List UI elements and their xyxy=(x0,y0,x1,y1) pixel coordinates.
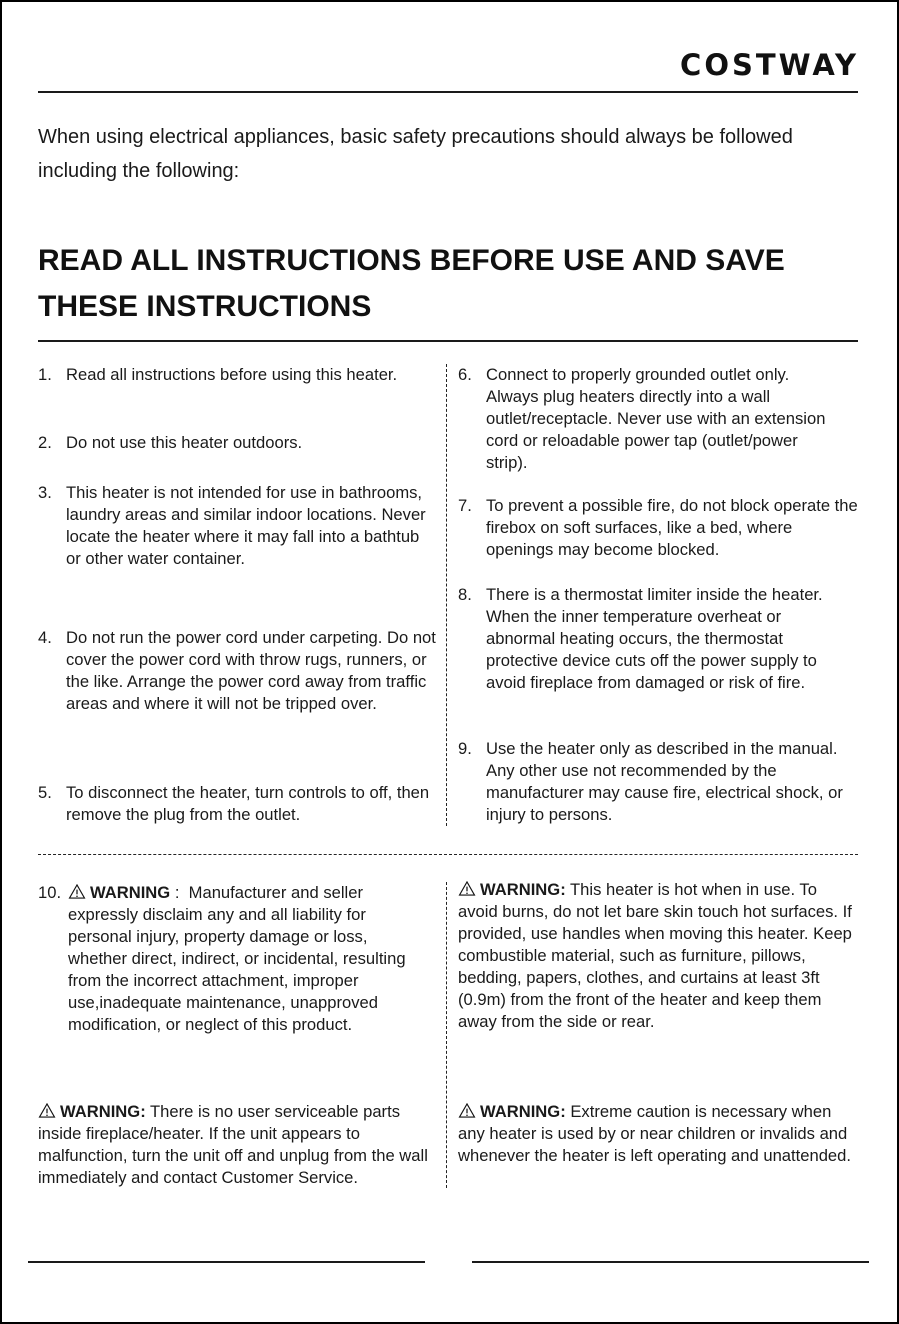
list-item-text: Do not use this heater outdoors. xyxy=(66,433,303,452)
footer-rule-left xyxy=(28,1261,425,1263)
list-item-number: 4. xyxy=(38,628,52,647)
warning-block xyxy=(38,1101,436,1189)
warning-text: Manufacturer and seller expressly disclaim any and all liability for personal injury, property damage or loss, whether direct, indirect, or incidental, resulting from the incorrect attachment, improper use,inadequate maintenance, unapproved modification, or neglect of this product. xyxy=(68,883,406,1034)
list-item-text: To disconnect the heater, turn controls to off, then remove the plug from the outlet. xyxy=(66,783,430,824)
warning-triangle-icon xyxy=(68,884,86,899)
list-item-number: 9. xyxy=(458,739,472,758)
warning-block xyxy=(458,1101,853,1167)
list-item-number: 2. xyxy=(38,433,52,452)
section-divider xyxy=(38,854,858,855)
column-divider-bottom xyxy=(446,882,447,1188)
list-item xyxy=(458,364,830,474)
page-title xyxy=(38,238,858,330)
warning-triangle-icon xyxy=(458,881,476,896)
list-item-number: 7. xyxy=(458,496,472,515)
list-item xyxy=(458,738,860,826)
list-item-number: 5. xyxy=(38,783,52,802)
warning-text: Extreme caution is necessary when any heater is used by or near children or invalids and whenever the heater is left operating and unattended. xyxy=(458,1102,851,1165)
list-item-number: 10. xyxy=(38,883,62,902)
warning-triangle-icon xyxy=(38,1103,56,1118)
list-item-text: There is a thermostat limiter inside the heater. When the inner temperature overheat or abnormal heating occurs, the thermostat protective device cuts off the power supply to avoid fireplace from damaged or risk of fire. xyxy=(486,585,823,692)
warning-text: This heater is hot when in use. To avoid burns, do not let bare skin touch hot surfaces. If provided, use handles when moving this heater. Keep combustible material, such as furniture, pillows, bedding, papers, clothes, and curtains at least 3ft (0.9m) from the front of the heater and keep them away from the side or rear. xyxy=(458,880,852,1031)
column-divider-top xyxy=(446,364,447,826)
list-item-text: This heater is not intended for use in bathrooms, laundry areas and similar indoor locations. Never locate the heater where it may fall into a bathtub or other water container. xyxy=(66,483,426,568)
warning-text: There is no user serviceable parts inside fireplace/heater. If the unit appears to malfunction, turn the unit off and unplug from the wall immediately and contact Customer Service. xyxy=(38,1102,428,1187)
list-item xyxy=(38,432,438,454)
list-item xyxy=(38,627,442,715)
warning-triangle-icon xyxy=(458,1103,476,1118)
page-title-line-2: THESE INSTRUCTIONS xyxy=(38,290,372,323)
warning-block xyxy=(458,879,860,1033)
footer-rule-right xyxy=(472,1261,869,1263)
list-item-text: Use the heater only as described in the manual. Any other use not recommended by the manufacturer may cause fire, electrical shock, or injury to persons. xyxy=(486,739,843,824)
warning-label: WARNING xyxy=(90,883,171,902)
brand-logo: COSTWAY xyxy=(680,48,859,82)
list-item-number: 3. xyxy=(38,483,52,502)
intro-text: When using electrical appliances, basic safety precautions should always be followed including the following: xyxy=(38,126,793,182)
list-item-number: 6. xyxy=(458,365,472,384)
list-item-text: To prevent a possible fire, do not block operate the firebox on soft surfaces, like a bed, where openings may become blocked. xyxy=(486,496,858,559)
warning-label: WARNING: xyxy=(60,1102,146,1121)
list-item-text: Do not run the power cord under carpeting. Do not cover the power cord with throw rugs, runners, or the like. Arrange the power cord away from traffic areas and where it will not be tripped over. xyxy=(66,628,436,713)
list-item-number: 1. xyxy=(38,365,52,384)
list-item xyxy=(38,482,438,570)
list-item xyxy=(38,364,438,386)
list-item xyxy=(458,495,858,561)
warning-label: WARNING: xyxy=(480,1102,566,1121)
page-title-line-1: READ ALL INSTRUCTIONS BEFORE USE AND SAVE xyxy=(38,244,785,277)
list-item xyxy=(38,782,442,826)
list-item-warning xyxy=(38,882,418,1036)
list-item-text: Connect to properly grounded outlet only. Always plug heaters directly into a wall outlet/receptacle. Never use with an extension cord or reloadable power tap (outlet/power strip). xyxy=(486,365,826,472)
warning-separator: : xyxy=(170,883,189,902)
warning-label: WARNING: xyxy=(480,880,566,899)
list-item xyxy=(458,584,830,694)
list-item-number: 8. xyxy=(458,585,472,604)
list-item-text: Read all instructions before using this heater. xyxy=(66,365,398,384)
header-rule xyxy=(38,91,858,93)
title-rule xyxy=(38,340,858,342)
